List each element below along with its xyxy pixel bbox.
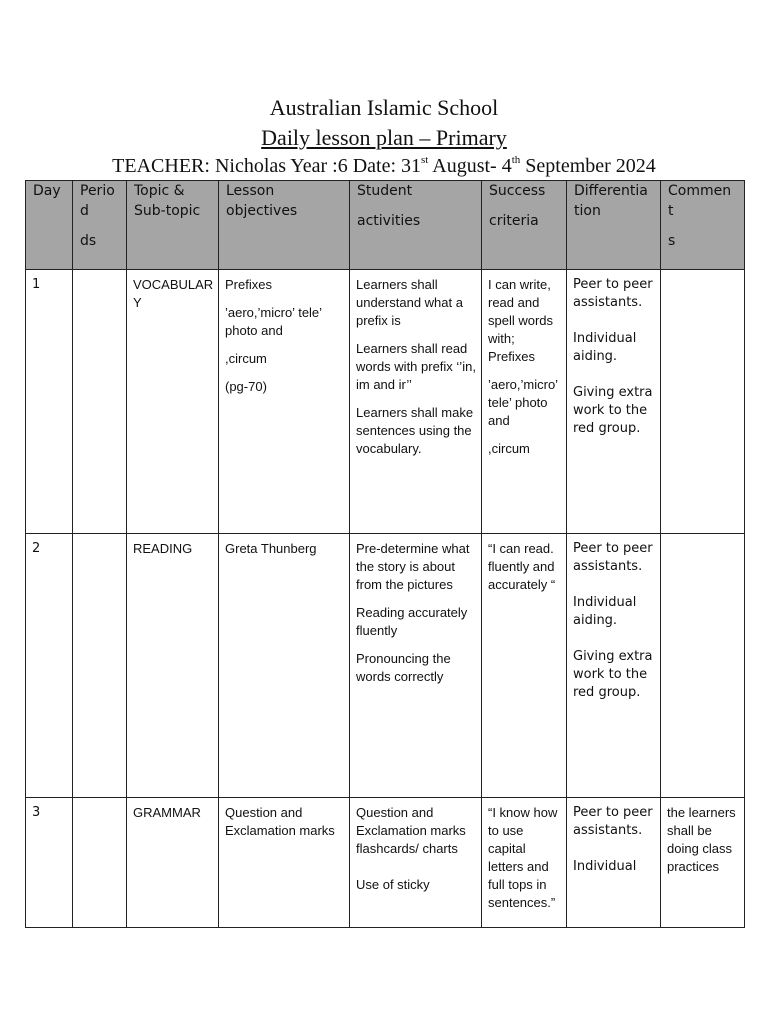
success-text: “I know how to use capital letters and full tops in sentences.” <box>488 805 558 910</box>
cell-success <box>482 270 567 534</box>
teacher-line-end: September 2024 <box>520 155 656 177</box>
col-header-period: Perio d ds <box>73 181 127 270</box>
activity-text: Learners shall understand what a prefix is <box>356 277 463 328</box>
cell-comments <box>661 534 745 798</box>
comment-text: the learners shall be doing class practices <box>667 805 736 874</box>
differentiation-text: Individual <box>573 859 637 874</box>
activity-text: Use of sticky <box>356 877 430 892</box>
col-header-topic: Topic & Sub-topic <box>127 181 219 270</box>
objective-text: Prefixes <box>225 277 272 292</box>
cell-comments <box>661 798 745 928</box>
lesson-plan-table <box>25 180 745 928</box>
objective-text: Question and Exclamation marks <box>225 805 335 838</box>
success-text: ,circum <box>488 441 530 456</box>
differentiation-text: Individual aiding. <box>573 595 637 628</box>
cell-success <box>482 798 567 928</box>
cell-day: 3 <box>26 798 73 928</box>
activity-text: Question and Exclamation marks flashcards/ charts <box>356 805 466 856</box>
differentiation-text: Peer to peer assistants. <box>573 277 653 310</box>
cell-day: 2 <box>26 534 73 798</box>
cell-period <box>73 798 127 928</box>
differentiation-text: Peer to peer assistants. <box>573 805 653 838</box>
cell-objectives <box>219 798 350 928</box>
cell-objectives <box>219 534 350 798</box>
cell-topic: VOCABULARY <box>127 270 219 534</box>
activity-text: Pre-determine what the story is about from the pictures <box>356 541 470 592</box>
col-header-day: Day <box>26 181 73 270</box>
cell-topic: GRAMMAR <box>127 798 219 928</box>
cell-objectives <box>219 270 350 534</box>
col-header-activities: Student activities <box>350 181 482 270</box>
col-header-objectives: Lesson objectives <box>219 181 350 270</box>
differentiation-text: Individual aiding. <box>573 331 637 364</box>
col-header-comments: Commen t s <box>661 181 745 270</box>
activity-text: Learners shall read words with prefix ‘’in, im and ir’’ <box>356 341 476 392</box>
differentiation-text: Peer to peer assistants. <box>573 541 653 574</box>
table-row <box>26 534 745 798</box>
cell-activities <box>350 798 482 928</box>
objective-text: (pg-70) <box>225 379 267 394</box>
date-suffix-1: st <box>421 154 429 166</box>
cell-day: 1 <box>26 270 73 534</box>
activity-text: Learners shall make sentences using the vocabulary. <box>356 405 474 456</box>
teacher-line-middle: August- 4 <box>428 155 512 177</box>
col-header-differentiation: Differentia tion <box>567 181 661 270</box>
success-text: I can write, read and spell words with; Prefixes <box>488 277 554 364</box>
cell-differentiation <box>567 798 661 928</box>
objective-text: ’aero,’micro’ tele’ photo and <box>225 305 322 338</box>
cell-differentiation <box>567 534 661 798</box>
table-row <box>26 798 745 928</box>
cell-differentiation <box>567 270 661 534</box>
col-header-success: Success criteria <box>482 181 567 270</box>
cell-topic: READING <box>127 534 219 798</box>
cell-comments <box>661 270 745 534</box>
activity-text: Reading accurately fluently <box>356 605 468 638</box>
table-row <box>26 270 745 534</box>
plan-title: Daily lesson plan – Primary <box>261 125 507 150</box>
date-suffix-2: th <box>511 154 521 166</box>
cell-period <box>73 534 127 798</box>
school-name: Australian Islamic School <box>269 95 499 120</box>
activity-text: Pronouncing the words correctly <box>356 651 451 684</box>
table-header-row <box>26 181 745 270</box>
objective-text: ,circum <box>225 351 267 366</box>
success-text: ’aero,’micro’ tele’ photo and <box>488 377 558 428</box>
objective-text: Greta Thunberg <box>225 541 317 556</box>
cell-success <box>482 534 567 798</box>
success-text: “I can read. fluently and accurately “ <box>488 541 556 592</box>
teacher-date-line <box>0 154 768 178</box>
cell-activities <box>350 270 482 534</box>
cell-activities <box>350 534 482 798</box>
cell-period <box>73 270 127 534</box>
differentiation-text: Giving extra work to the red group. <box>573 385 653 436</box>
teacher-line-text: TEACHER: Nicholas Year :6 Date: 31 <box>112 155 422 177</box>
differentiation-text: Giving extra work to the red group. <box>573 649 653 700</box>
